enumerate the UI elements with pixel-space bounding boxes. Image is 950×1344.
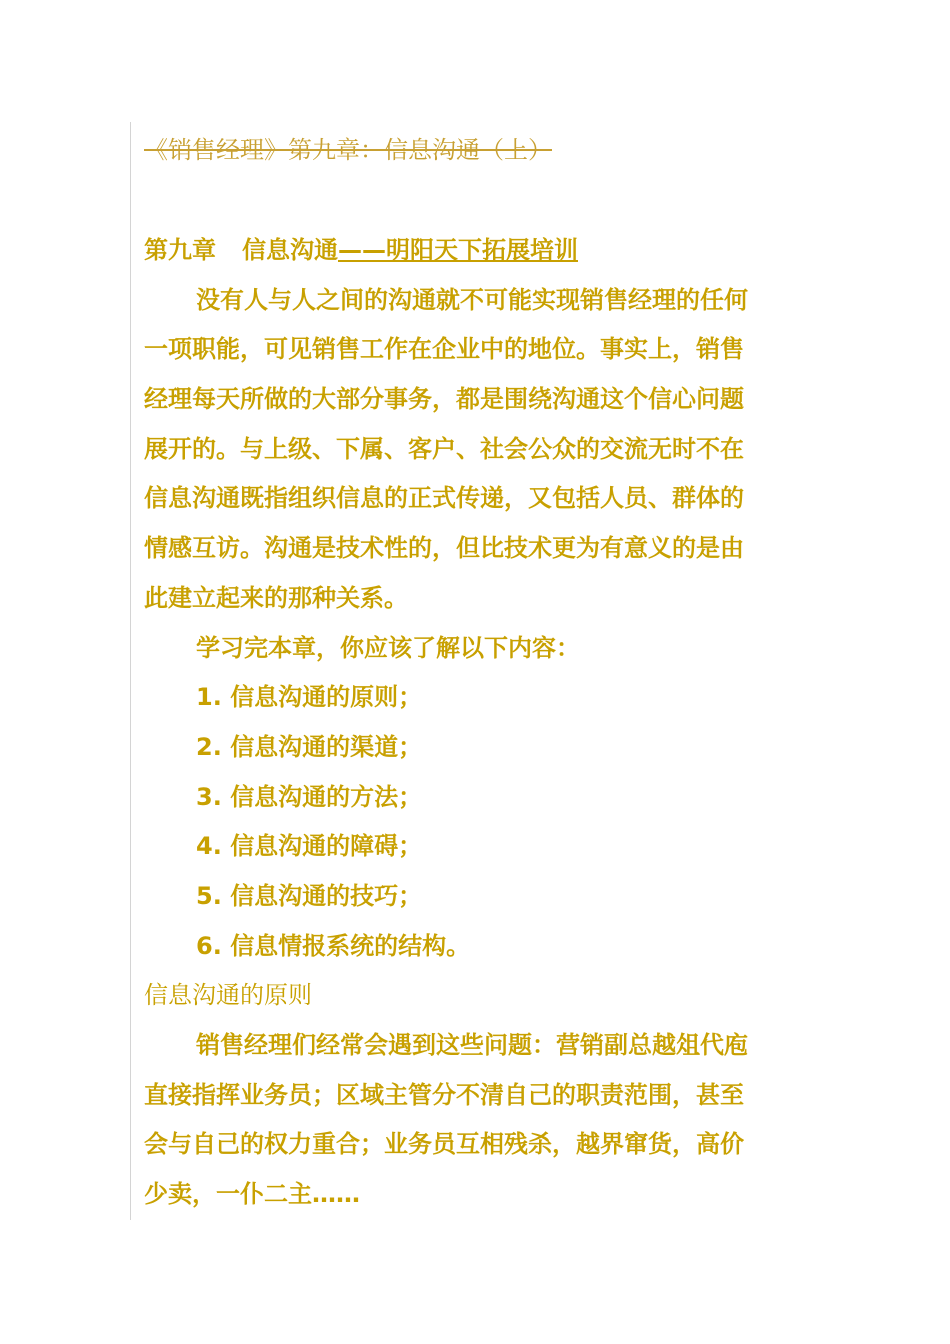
chapter-heading xyxy=(144,226,809,276)
section-title: 信息沟通的原则 xyxy=(144,981,312,1010)
document-body xyxy=(144,226,809,1220)
chapter-title-link[interactable]: ——明阳天下拓展培训 xyxy=(338,236,578,264)
objective-number: 1. xyxy=(196,683,222,712)
chapter-title: 信息沟通 xyxy=(242,236,338,264)
objective-item xyxy=(144,922,809,972)
section-line: 销售经理们经常会遇到这些问题：营销副总越俎代庖 xyxy=(196,1031,748,1059)
intro-line: 情感互访。沟通是技术性的，但比技术更为有意义的是由 xyxy=(144,534,744,563)
page-margin-line xyxy=(130,122,131,1220)
objective-item xyxy=(144,723,809,773)
section-line: 直接指挥业务员；区域主管分不清自己的职责范围，甚至 xyxy=(144,1080,744,1109)
document-title[interactable]: 《销售经理》第九章：信息沟通（上） xyxy=(144,136,552,164)
section-line: 少卖，一仆二主…… xyxy=(144,1180,360,1209)
study-prompt: 学习完本章，你应该了解以下内容： xyxy=(196,633,580,662)
section-line: 会与自己的权力重合；业务员互相残杀，越界窜货，高价 xyxy=(144,1130,744,1159)
intro-line: 没有人与人之间的沟通就不可能实现销售经理的任何 xyxy=(196,285,748,314)
intro-line: 经理每天所做的大部分事务，都是围绕沟通这个信心问题 xyxy=(144,385,744,414)
objective-text: 信息情报系统的结构。 xyxy=(230,931,471,960)
objective-item xyxy=(144,673,809,723)
objective-text: 信息沟通的方法； xyxy=(230,782,423,811)
objective-item xyxy=(144,822,809,872)
objective-item xyxy=(144,872,809,922)
objective-text: 信息沟通的渠道； xyxy=(230,732,423,761)
objective-text: 信息沟通的障碍； xyxy=(230,832,423,861)
objective-number: 6. xyxy=(196,931,222,960)
intro-line: 信息沟通既指组织信息的正式传递，又包括人员、群体的 xyxy=(144,484,744,513)
objective-number: 4. xyxy=(196,832,222,861)
intro-line: 此建立起来的那种关系。 xyxy=(144,583,408,612)
chapter-label: 第九章 xyxy=(144,236,216,264)
objective-text: 信息沟通的原则； xyxy=(230,683,423,712)
objective-number: 2. xyxy=(196,732,222,761)
intro-line: 一项职能，可见销售工作在企业中的地位。事实上，销售 xyxy=(144,335,744,364)
objective-number: 3. xyxy=(196,782,222,811)
objective-number: 5. xyxy=(196,881,222,910)
objective-item xyxy=(144,773,809,823)
objective-text: 信息沟通的技巧； xyxy=(230,881,423,910)
intro-line: 展开的。与上级、下属、客户、社会公众的交流无时不在 xyxy=(144,434,744,463)
